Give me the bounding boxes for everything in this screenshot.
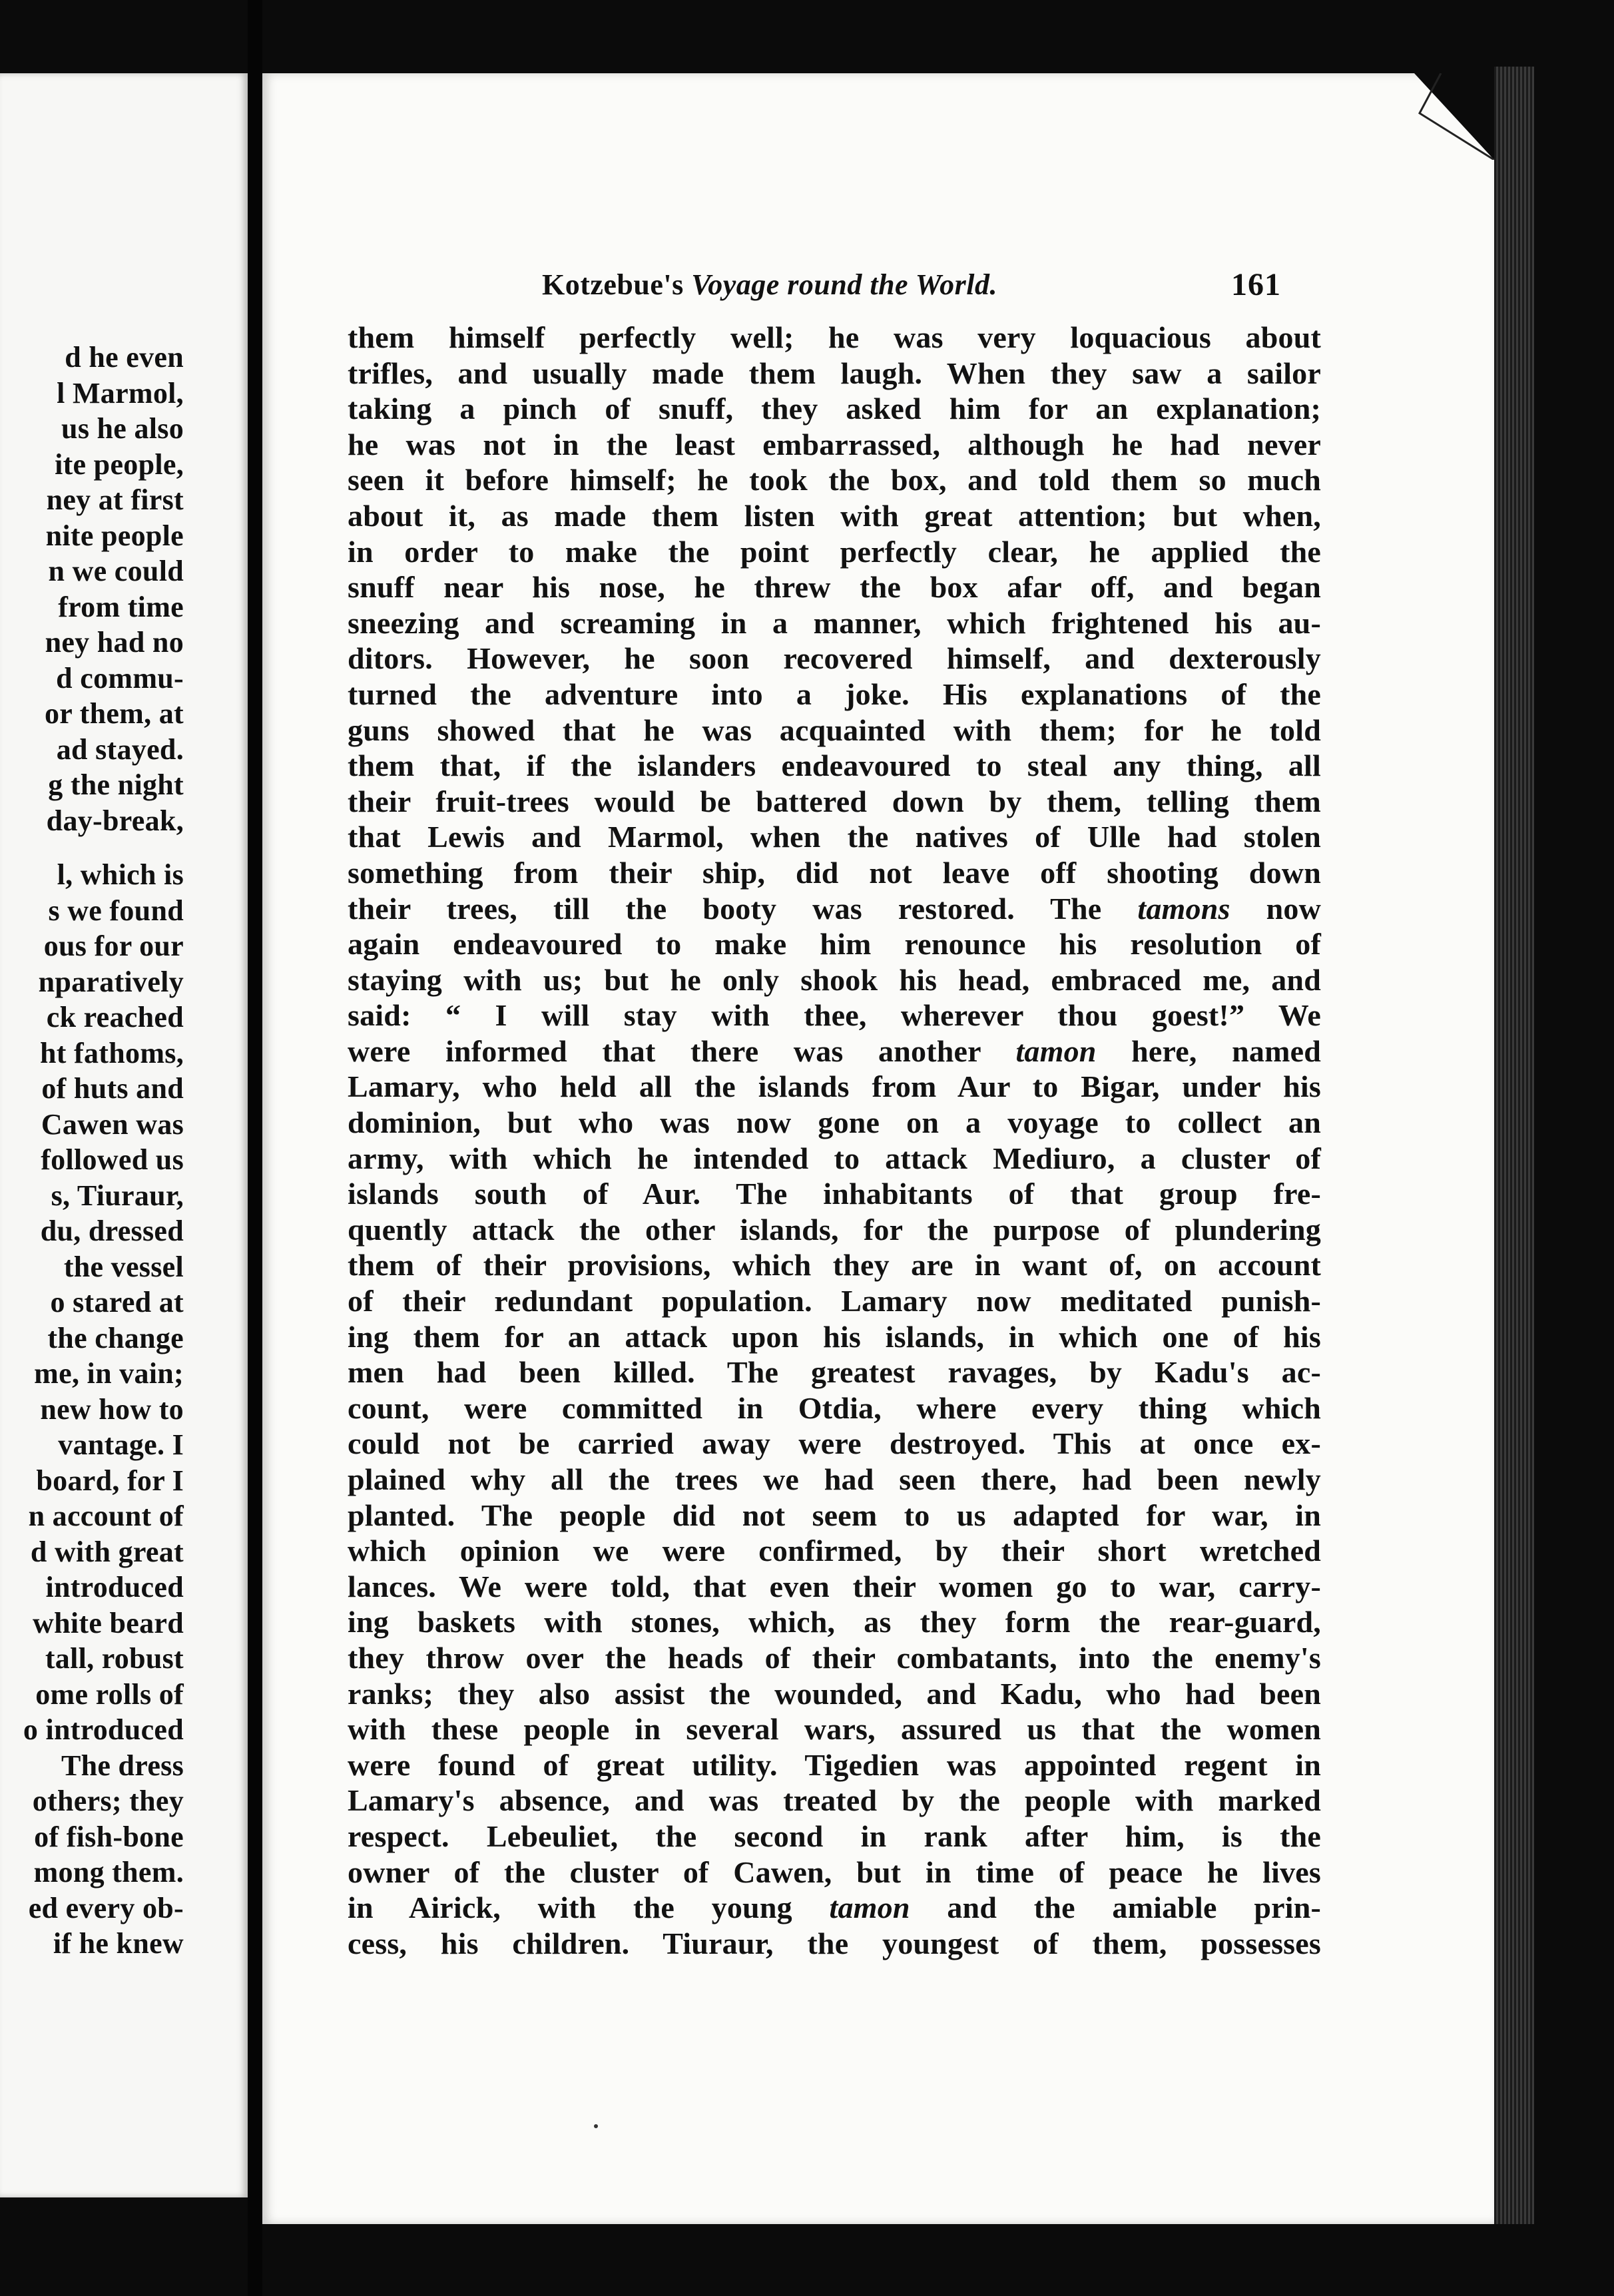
body-line: lances. We were told, that even their women go to war, carry- [348,1569,1321,1603]
left-page-line: g the night [48,768,184,801]
page-number: 161 [1231,267,1281,302]
left-page-line: ney had no [45,626,184,659]
body-line: them of their provisions, which they are in want of, on account [348,1248,1321,1283]
left-page-line: new how to [40,1392,184,1426]
body-line: were informed that there was another tamon here, named [348,1033,1322,1068]
body-line: in order to make the point perfectly clear, he applied the [348,534,1321,569]
left-page-line: Cawen was [41,1107,184,1141]
body-line: men had been killed. The greatest ravages, by Kadu's ac- [348,1355,1321,1390]
page-stack-edges [1494,67,1534,2224]
left-page-line: if he knew [53,1927,184,1960]
body-line: again endeavoured to make him renounce his resolution of [348,927,1321,962]
left-page-line: d commu- [56,661,184,695]
left-page-line: d with great [30,1535,184,1568]
body-line: with these people in several wars, assured us that the women [348,1712,1321,1747]
body-line: in Airick, with the young tamon and the amiable prin- [348,1890,1322,1925]
left-page-line: day-break, [46,804,184,837]
left-page-line: of fish-bone [34,1820,184,1853]
left-page-line: the vessel [63,1250,184,1283]
body-line: taking a pinch of snuff, they asked him for an explanation; [348,392,1321,426]
left-page-line: introduced [45,1571,184,1603]
body-line: guns showed that he was acquainted with them; for he told [348,713,1321,747]
running-title-author: Kotzebue's [542,268,692,301]
italic-term: tamons [1137,891,1230,926]
left-page-line: nparatively [38,965,184,998]
body-line: their trees, till the booty was restored. The tamons now [348,891,1322,926]
body-line: Lamary, who held all the islands from Aur to Bigar, under his [348,1069,1321,1104]
body-line: count, were committed in Otdia, where every thing which [348,1390,1321,1425]
left-page-line: n we could [48,555,184,587]
left-page-line: vantage. I [58,1428,184,1461]
left-page-line: ht fathoms, [40,1036,184,1069]
body-line: turned the adventure into a joke. His explanations of the [348,677,1321,711]
body-line: about it, as made them listen with great attention; but when, [348,498,1321,533]
left-page-line: l Marmol, [57,376,184,410]
body-line: respect. Lebeuliet, the second in rank after him, is the [348,1819,1321,1853]
body-line: ing baskets with stones, which, as they form the rear-guard, [348,1605,1321,1639]
page-corner-fold-icon [1414,73,1494,160]
left-facing-page [0,73,248,2197]
running-title-work: Voyage round the World. [691,268,997,301]
body-line: said: “ I will stay with thee, wherever thou goest!” We [348,998,1321,1033]
body-line: could not be carried away were destroyed. This at once ex- [348,1426,1321,1461]
body-line: staying with us; but he only shook his head, embraced me, and [348,962,1321,997]
left-page-line: The dress [61,1749,184,1782]
body-line: they throw over the heads of their combatants, into the enemy's [348,1640,1321,1675]
scan-speck [594,2124,598,2128]
body-line: snuff near his nose, he threw the box afar off, and began [348,570,1321,605]
body-line: planted. The people did not seem to us adapted for war, in [348,1498,1321,1532]
left-page-line: board, for I [36,1464,184,1497]
body-line: of their redundant population. Lamary now meditated punish- [348,1284,1321,1318]
left-page-line: d he even [65,341,184,374]
body-line: ditors. However, he soon recovered himself, and dexterously [348,641,1321,676]
body-line: quently attack the other islands, for the purpose of plundering [348,1212,1321,1247]
left-page-line: s we found [48,894,184,927]
body-line: army, with which he intended to attack Mediuro, a cluster of [348,1141,1321,1175]
body-text-column [348,320,1321,1961]
body-line: that Lewis and Marmol, when the natives of Ulle had stolen [348,820,1321,854]
left-page-line: tall, robust [45,1642,184,1675]
left-page-line: ck reached [46,1001,184,1033]
left-page-line: white beard [33,1606,184,1639]
left-page-line: of huts and [41,1072,184,1105]
left-page-line: ite people, [55,447,184,481]
body-line: cess, his children. Tiuraur, the youngest of them, possesses [348,1926,1321,1960]
body-line: which opinion we were confirmed, by their short wretched [348,1534,1321,1568]
left-page-line: from time [58,590,184,623]
left-page-line: or them, at [45,697,184,730]
left-page-line: followed us [41,1143,184,1176]
left-page-text-column [23,340,184,1962]
body-line: Lamary's absence, and was treated by the people with marked [348,1783,1321,1818]
left-page-line: ous for our [43,930,184,962]
left-page-line: ome rolls of [35,1677,184,1711]
running-title [542,266,997,304]
book-gutter [248,0,262,2296]
left-page-line: du, dressed [40,1215,184,1247]
left-page-line: ad stayed. [56,732,184,766]
body-line: dominion, but who was now gone on a voyage to collect an [348,1105,1321,1140]
left-page-line: o stared at [50,1286,184,1318]
body-line: them that, if the islanders endeavoured to steal any thing, all [348,748,1321,783]
body-line: plained why all the trees we had seen there, had been newly [348,1462,1321,1496]
body-line: trifles, and usually made them laugh. When they saw a sailor [348,356,1321,390]
body-line: islands south of Aur. The inhabitants of that group fre- [348,1177,1321,1211]
italic-term: tamon [829,1890,910,1925]
body-line: them himself perfectly well; he was very loquacious about [348,320,1321,354]
left-page-line: n account of [28,1500,184,1532]
left-page-line: the change [47,1321,184,1354]
left-page-line: mong them. [33,1856,184,1888]
left-page-line: o introduced [23,1713,184,1746]
body-line: their fruit-trees would be battered down by them, telling them [348,784,1321,818]
body-line: ranks; they also assist the wounded, and Kadu, who had been [348,1676,1321,1711]
body-line: owner of the cluster of Cawen, but in time of peace he lives [348,1855,1321,1889]
body-line: were found of great utility. Tigedien was appointed regent in [348,1747,1321,1782]
body-line: sneezing and screaming in a manner, which frightened his au- [348,605,1321,640]
left-page-line: others; they [32,1785,184,1817]
body-line: he was not in the least embarrassed, although he had never [348,427,1321,461]
left-page-line: l, which is [57,858,184,891]
body-line: ing them for an attack upon his islands, in which one of his [348,1319,1321,1354]
left-page-line: s, Tiuraur, [51,1179,184,1212]
left-page-line: ed every ob- [28,1891,184,1924]
right-page [262,73,1494,2224]
body-line: seen it before himself; he took the box, and told them so much [348,463,1321,497]
running-head [542,266,1281,306]
left-page-line: nite people [45,519,184,552]
body-line: something from their ship, did not leave off shooting down [348,855,1321,890]
left-page-line: me, in vain; [34,1357,184,1390]
italic-term: tamon [1015,1033,1097,1068]
left-page-line: us he also [61,412,184,445]
left-page-line: ney at first [46,483,184,516]
